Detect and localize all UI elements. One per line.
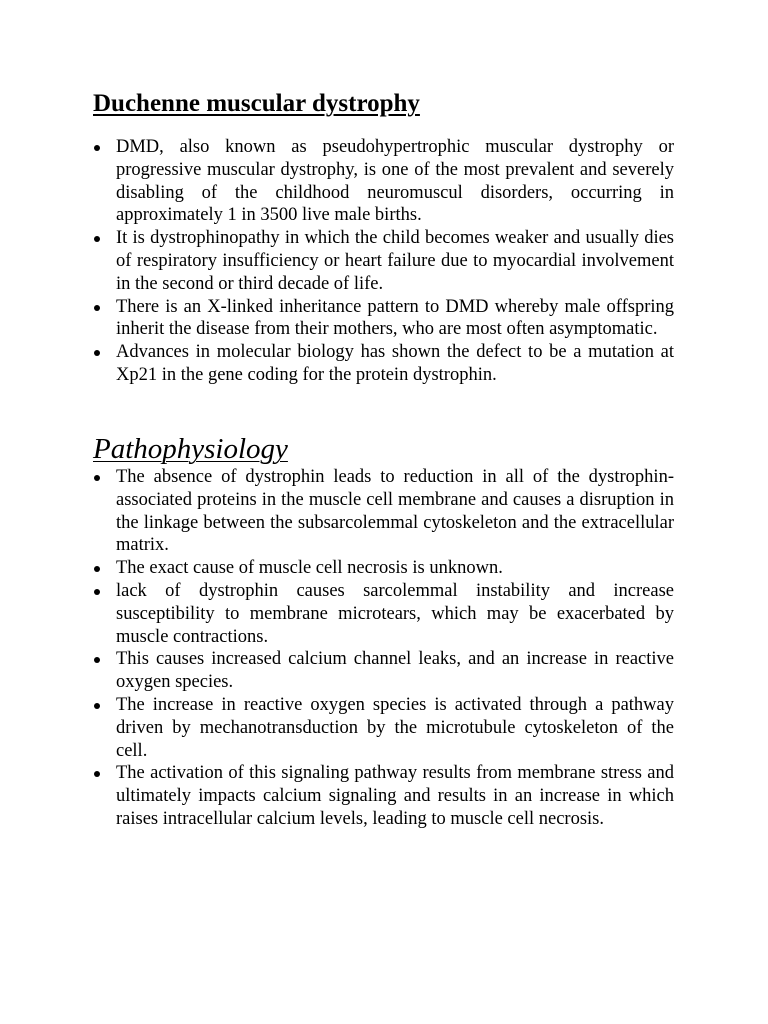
- pathophysiology-bullet-list: [93, 466, 674, 831]
- list-item-text: Advances in molecular biology has shown the defect to be a mutation at Xp21 in the gene coding for the protein dystrophin.: [116, 342, 674, 385]
- list-item: [93, 466, 674, 557]
- section-heading-pathophysiology: Pathophysiology: [93, 433, 288, 465]
- intro-bullet-list: [93, 136, 674, 387]
- list-item-text: lack of dystrophin causes sarcolemmal instability and increase susceptibility to membrane microtears, which may be exacerbated by muscle contractions.: [116, 580, 674, 647]
- list-item-text: The increase in reactive oxygen species is activated through a pathway driven by mechanotransduction by the microtubule cytoskeleton of the cell.: [116, 694, 674, 761]
- list-item-text: This causes increased calcium channel leaks, and an increase in reactive oxygen species.: [116, 649, 674, 693]
- list-item-text: DMD, also known as pseudohypertrophic muscular dystrophy or progressive muscular dystrophy, is one of the most prevalent and severely disabling of the childhood neuromuscul disorders, occurring in approximately 1 in 3500 live male births.: [116, 137, 674, 226]
- list-item-text: There is an X-linked inheritance pattern to DMD whereby male offspring inherit the disease from their mothers, who are most often asymptomatic.: [116, 296, 674, 340]
- list-item: [93, 557, 674, 580]
- list-item: [93, 762, 674, 830]
- bullet-icon: [94, 350, 100, 356]
- list-item-text: The absence of dystrophin leads to reduction in all of the dystrophin-associated proteins in the muscle cell membrane and causes a disruption in the linkage between the subsarcolemmal cytoskeleton and the extracellular matrix.: [116, 467, 674, 556]
- bullet-icon: [94, 771, 100, 777]
- list-item: [93, 648, 674, 694]
- list-item: [93, 694, 674, 762]
- list-item-text: The exact cause of muscle cell necrosis is unknown.: [116, 558, 503, 579]
- page-title: Duchenne muscular dystrophy: [93, 90, 420, 117]
- list-item: [93, 341, 674, 387]
- list-item: [93, 136, 674, 227]
- list-item: [93, 227, 674, 295]
- bullet-icon: [94, 305, 100, 311]
- list-item: [93, 296, 674, 342]
- bullet-icon: [94, 566, 100, 572]
- bullet-icon: [94, 236, 100, 242]
- list-item: [93, 580, 674, 648]
- bullet-icon: [94, 589, 100, 595]
- bullet-icon: [94, 657, 100, 663]
- bullet-icon: [94, 145, 100, 151]
- bullet-icon: [94, 703, 100, 709]
- list-item-text: The activation of this signaling pathway results from membrane stress and ultimately impacts calcium signaling and results in an increase in which raises intracellular calcium levels, leading to muscle cell necrosis.: [116, 763, 674, 829]
- bullet-icon: [94, 475, 100, 481]
- list-item-text: It is dystrophinopathy in which the child becomes weaker and usually dies of respiratory insufficiency or heart failure due to myocardial involvement in the second or third decade of life.: [116, 228, 674, 294]
